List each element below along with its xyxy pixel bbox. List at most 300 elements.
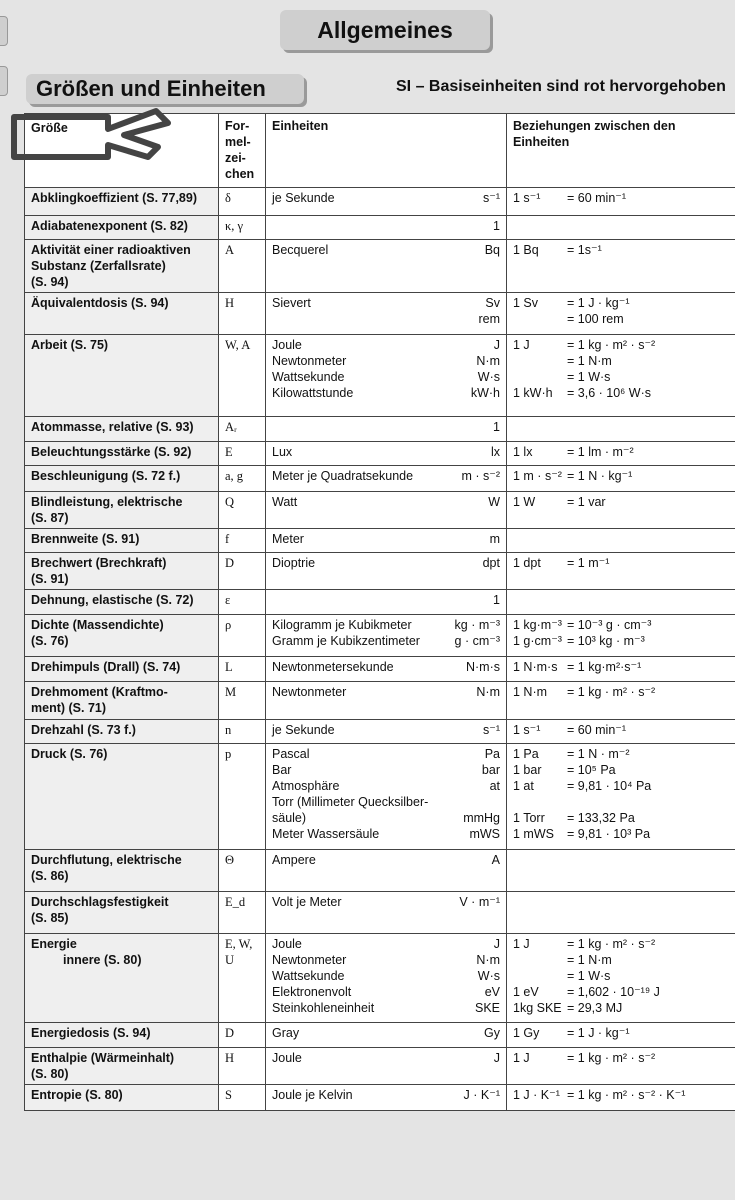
unit-line [272,1087,500,1103]
quantity-cell [25,188,219,216]
units-cell [266,744,507,850]
unit-symbol: g · cm⁻³ [454,634,500,648]
relation-cell [507,240,735,293]
table-row [25,850,735,892]
relation-lhs: 1 Bq [513,243,539,257]
quantity-cell [25,466,219,492]
unit-symbol: 1 [493,593,500,607]
symbol-cell [219,934,266,1023]
relation-lhs: 1 mWS [513,827,554,841]
unit-line [272,968,500,984]
symbol-cell [219,892,266,934]
symbol-cell [219,466,266,492]
quantity-cell [25,216,219,240]
formula-symbol: D [225,1026,235,1040]
unit-line [272,311,500,327]
units-cell [266,216,507,240]
relation-line [513,746,729,762]
relation-line [513,810,729,826]
unit-line [272,592,500,608]
relation-rhs: = 1 J · kg⁻¹ [567,296,630,310]
formula-symbol: H [225,296,235,310]
formula-symbol: Θ [225,853,235,867]
relation-lhs: 1 g·cm⁻³ [513,634,562,648]
units-cell [266,1085,507,1111]
units-cell [266,1048,507,1085]
unit-line [272,894,500,910]
relation-line [513,468,729,484]
unit-line [272,468,500,484]
symbol-cell [219,188,266,216]
symbol-cell [219,293,266,335]
relation-rhs: = 1 kg·m²·s⁻¹ [567,660,642,674]
table-row [25,492,735,529]
formula-symbol: ε [225,593,231,607]
relation-lhs: 1 N·m·s [513,660,558,674]
unit-symbol: mmHg [463,811,500,825]
relation-lhs: 1 eV [513,985,539,999]
formula-symbol: H [225,1051,235,1065]
quantity-name: Abklingkoeffizient (S. 77,89) [31,191,198,205]
relation-line [513,659,729,675]
quantity-cell [25,492,219,529]
units-cell [266,553,507,590]
unit-name: Joule [272,937,302,951]
arrow-annotation-icon [8,95,188,165]
table-row [25,892,735,934]
unit-symbol: Sv [485,296,500,310]
symbol-cell [219,553,266,590]
formula-symbol: M [225,685,237,699]
quantity-cell [25,1048,219,1085]
relation-rhs: = 1 kg · m² · s⁻² [567,937,656,951]
relation-rhs: = 1 m⁻¹ [567,556,610,570]
quantity-name: Beleuchtungsstärke (S. 92) [31,445,192,459]
unit-name: Becquerel [272,243,329,257]
relation-line [513,1050,729,1066]
units-cell [266,720,507,744]
table-row [25,335,735,417]
units-cell [266,442,507,466]
unit-symbol: Gy [484,1026,500,1040]
relation-cell [507,1085,735,1111]
relation-lhs: 1 s⁻¹ [513,191,541,205]
quantity-name: (S. 76) [31,634,69,648]
quantity-cell [25,1085,219,1111]
quantity-name: Dehnung, elastische (S. 72) [31,593,194,607]
relation-line [513,385,729,401]
symbol-cell [219,682,266,720]
relation-rhs: = 1,602 · 10⁻¹⁹ J [567,985,660,999]
symbol-cell [219,1085,266,1111]
unit-line [272,1050,500,1066]
quantity-name: (S. 87) [31,511,69,525]
relation-rhs: = 1 N · m⁻² [567,747,630,761]
quantity-name: Aktivität einer radioaktiven [31,243,191,257]
table-row [25,529,735,553]
unit-line [272,746,500,762]
unit-line [272,684,500,700]
relation-lhs: 1 W [513,495,536,509]
relation-rhs: = 1 J · kg⁻¹ [567,1026,630,1040]
quantity-cell [25,934,219,1023]
formula-symbol: δ [225,191,231,205]
relation-rhs: = 10⁻³ g · cm⁻³ [567,618,652,632]
unit-line [272,353,500,369]
unit-symbol: W [488,495,500,509]
unit-symbol: Bq [484,243,500,257]
unit-symbol: s⁻¹ [482,723,500,737]
quantity-cell [25,293,219,335]
relation-rhs: = 9,81 · 10³ Pa [567,827,651,841]
units-cell [266,188,507,216]
relation-cell [507,335,735,417]
quantity-cell [25,744,219,850]
relation-cell [507,553,735,590]
quantity-cell [25,657,219,682]
quantity-name: (S. 94) [31,275,69,289]
unit-line [272,852,500,868]
unit-name: je Sekunde [272,723,335,737]
table-row [25,216,735,240]
relation-lhs: 1 bar [513,763,542,777]
unit-line [272,419,500,435]
quantity-cell [25,240,219,293]
unit-symbol: m · s⁻² [461,469,500,483]
table-row [25,1023,735,1048]
quantity-name: Atommasse, relative (S. 93) [31,420,194,434]
quantity-name: Arbeit (S. 75) [31,338,109,352]
symbol-cell [219,216,266,240]
relation-line [513,337,729,353]
units-table [24,113,735,1111]
table-row [25,615,735,657]
relation-lhs: 1 kg·m⁻³ [513,618,562,632]
quantity-cell [25,553,219,590]
unit-symbol: SKE [474,1001,500,1015]
relation-line [513,778,729,794]
unit-name: Meter Wassersäule [272,827,380,841]
quantity-cell [25,1023,219,1048]
formula-symbol: E [225,445,233,459]
relation-line [513,494,729,510]
formula-symbol: A [225,243,235,257]
quantity-name: ment) (S. 71) [31,701,107,715]
relation-rhs: = 1 W·s [567,370,611,384]
relation-line [513,984,729,1000]
unit-line [272,810,500,826]
unit-name: Steinkohleneinheit [272,1001,375,1015]
quantity-cell [25,335,219,417]
relation-line [513,794,729,810]
units-cell [266,492,507,529]
unit-name: Torr (Millimeter Quecksilber- [272,795,429,809]
formula-symbol: D [225,556,235,570]
symbol-cell [219,492,266,529]
relation-line [513,555,729,571]
relation-line [513,968,729,984]
unit-name: Newtonmeter [272,354,347,368]
table-row [25,657,735,682]
quantity-name: Äquivalentdosis (S. 94) [31,296,169,310]
relation-cell [507,442,735,466]
relation-rhs: = 1s⁻¹ [567,243,602,257]
formula-symbol: κ, γ [225,219,244,233]
relation-line [513,242,729,258]
formula-symbol: L [225,660,233,674]
units-cell [266,892,507,934]
quantity-name: Energiedosis (S. 94) [31,1026,151,1040]
quantity-name: Brechwert (Brechkraft) [31,556,167,570]
quantity-name: Substanz (Zerfallsrate) [31,259,166,273]
relation-lhs: 1 lx [513,445,533,459]
quantity-name: innere (S. 80) [63,953,142,967]
table-row [25,720,735,744]
unit-line [272,295,500,311]
table-row [25,590,735,615]
unit-symbol: W·s [477,969,500,983]
formula-symbol: a, g [225,469,244,483]
units-cell [266,417,507,442]
formula-symbol: E, W, U [225,937,253,967]
unit-line [272,369,500,385]
relation-cell [507,850,735,892]
quantity-name: (S. 91) [31,572,69,586]
relation-cell [507,417,735,442]
table-row [25,240,735,293]
relation-rhs: = 1 W·s [567,969,611,983]
unit-symbol: N·m·s [465,660,500,674]
relation-line [513,295,729,311]
unit-line [272,633,500,649]
quantity-name: Energie [31,937,77,951]
relation-lhs: 1 Torr [513,811,545,825]
symbol-cell [219,1048,266,1085]
relation-rhs: = 10³ kg · m⁻³ [567,634,645,648]
relation-line [513,353,729,369]
units-cell [266,293,507,335]
relation-lhs: 1 J [513,338,530,352]
unit-name: Joule [272,338,302,352]
table-row [25,1085,735,1111]
quantity-cell [25,892,219,934]
unit-symbol: J · K⁻¹ [463,1088,500,1102]
table-row [25,744,735,850]
quantity-name: (S. 80) [31,1067,69,1081]
unit-symbol: Pa [484,747,500,761]
symbol-cell [219,417,266,442]
unit-line [272,722,500,738]
unit-name: Atmosphäre [272,779,340,793]
symbol-cell [219,615,266,657]
relation-line [513,762,729,778]
relation-line [513,684,729,700]
table-row [25,442,735,466]
symbol-cell [219,590,266,615]
unit-name: Newtonmetersekunde [272,660,394,674]
unit-line [272,762,500,778]
unit-name: je Sekunde [272,191,335,205]
relation-rhs: = 100 rem [567,312,624,326]
unit-symbol: dpt [482,556,500,570]
quantity-cell [25,590,219,615]
unit-line [272,190,500,206]
col-header-quantity: Größe [25,114,219,188]
relation-rhs: = 1 N·m [567,953,612,967]
relation-lhs: 1 J [513,1051,530,1065]
relation-cell [507,1023,735,1048]
unit-line [272,1000,500,1016]
formula-symbol: ρ [225,618,232,632]
unit-name: Ampere [272,853,316,867]
unit-symbol: V · m⁻¹ [459,895,500,909]
unit-symbol: N·m [476,354,500,368]
relation-cell [507,590,735,615]
formula-symbol: W, A [225,338,251,352]
edge-tab [0,16,8,46]
unit-symbol: W·s [477,370,500,384]
col-header-relations: Beziehungen zwischen den Einheiten [507,114,735,188]
relation-rhs: = 1 kg · m² · s⁻² [567,685,656,699]
relation-line [513,1025,729,1041]
quantity-name: (S. 85) [31,911,69,925]
unit-symbol: A [491,853,500,867]
unit-name: Volt je Meter [272,895,342,909]
unit-symbol: kg · m⁻³ [454,618,500,632]
unit-line [272,337,500,353]
quantity-name: (S. 86) [31,869,69,883]
relation-cell [507,293,735,335]
units-cell [266,240,507,293]
symbol-cell [219,657,266,682]
relation-line [513,1000,729,1016]
unit-symbol: 1 [493,219,500,233]
unit-line [272,826,500,842]
quantity-name: Drehzahl (S. 73 f.) [31,723,136,737]
unit-line [272,218,500,234]
quantity-name: Durchschlagsfestigkeit [31,895,169,909]
units-cell [266,657,507,682]
unit-name: Bar [272,763,292,777]
units-cell [266,615,507,657]
unit-symbol: bar [481,763,500,777]
quantity-name: Entropie (S. 80) [31,1088,123,1102]
symbol-cell [219,240,266,293]
formula-symbol: E_d [225,895,246,909]
unit-name: Wattsekunde [272,969,345,983]
unit-line [272,659,500,675]
relation-cell [507,682,735,720]
si-note: SI – Basiseinheiten sind rot hervorgehoben [396,78,726,95]
unit-name: Elektronenvolt [272,985,352,999]
relation-line [513,633,729,649]
units-cell [266,335,507,417]
unit-name: Lux [272,445,293,459]
quantity-name: Blindleistung, elektrische [31,495,183,509]
relation-cell [507,720,735,744]
unit-symbol: J [493,338,500,352]
unit-name: Dioptrie [272,556,316,570]
relation-lhs: 1 dpt [513,556,541,570]
relation-cell [507,1048,735,1085]
unit-line [272,444,500,460]
col-header-symbol: For- mel- zei- chen [219,114,266,188]
quantity-name: Brennweite (S. 91) [31,532,140,546]
relation-cell [507,529,735,553]
unit-line [272,952,500,968]
table-row [25,682,735,720]
unit-symbol: J [493,937,500,951]
unit-line [272,936,500,952]
relation-line [513,952,729,968]
quantity-cell [25,442,219,466]
unit-name: Pascal [272,747,310,761]
relation-cell [507,188,735,216]
unit-name: Newtonmeter [272,953,347,967]
relation-line [513,936,729,952]
quantity-cell [25,417,219,442]
unit-line [272,555,500,571]
unit-name: Meter je Quadratsekunde [272,469,414,483]
unit-name: Wattsekunde [272,370,345,384]
relation-rhs: = 29,3 MJ [567,1001,623,1015]
units-cell [266,590,507,615]
relation-rhs: = 1 lm · m⁻² [567,445,634,459]
unit-symbol: N·m [476,685,500,699]
symbol-cell [219,850,266,892]
relation-rhs: = 1 kg · m² · s⁻² [567,1051,656,1065]
symbol-cell [219,442,266,466]
relation-rhs: = 1 kg · m² · s⁻² [567,338,656,352]
unit-line [272,984,500,1000]
relation-rhs: = 60 min⁻¹ [567,191,627,205]
col-header-units: Einheiten [266,114,507,188]
unit-name: Gray [272,1026,300,1040]
unit-name: Newtonmeter [272,685,347,699]
relation-lhs: 1 Gy [513,1026,540,1040]
unit-name: Joule [272,1051,302,1065]
section-title: Größen und Einheiten [26,74,304,104]
relation-lhs: 1 Sv [513,296,539,310]
unit-symbol: s⁻¹ [482,191,500,205]
unit-line [272,385,500,401]
relation-lhs: 1 m · s⁻² [513,469,562,483]
unit-line [272,794,500,810]
unit-name: Gramm je Kubikzentimeter [272,634,420,648]
relation-cell [507,892,735,934]
units-cell [266,934,507,1023]
units-cell [266,1023,507,1048]
formula-symbol: S [225,1088,232,1102]
relation-cell [507,934,735,1023]
formula-symbol: Aᵣ [225,420,237,434]
relation-line [513,444,729,460]
edge-tab [0,66,8,96]
unit-line [272,494,500,510]
quantity-name: Adiabatenexponent (S. 82) [31,219,188,233]
quantity-name: Beschleunigung (S. 72 f.) [31,469,181,483]
units-cell [266,850,507,892]
relation-cell [507,492,735,529]
quantity-cell [25,529,219,553]
unit-symbol: N·m [476,953,500,967]
unit-symbol: J [493,1051,500,1065]
relation-lhs: 1kg SKE [513,1001,562,1015]
units-cell [266,466,507,492]
formula-symbol: n [225,723,232,737]
relation-line [513,617,729,633]
symbol-cell [219,335,266,417]
